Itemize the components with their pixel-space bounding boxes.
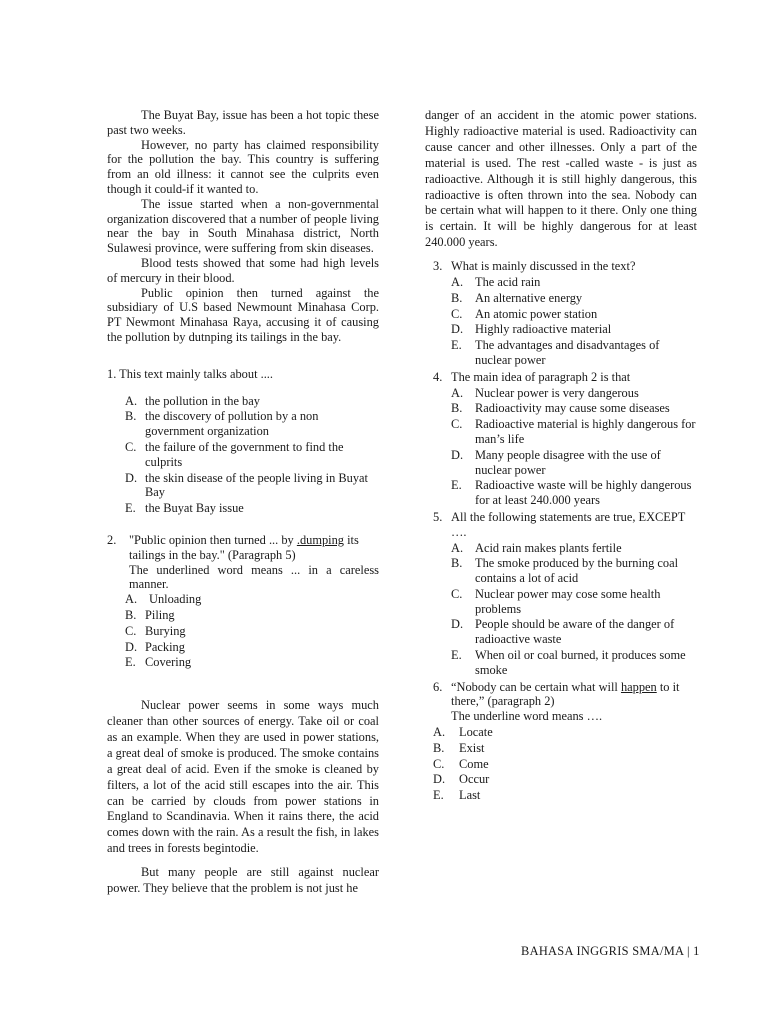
option-d[interactable]: D. Highly radioactive material: [451, 322, 612, 337]
passage-continuation: danger of an accident in the atomic power stations. Highly radioactive material is used. Radioactivity can cause cancer and other illnesses. Only a part of the material is used. The rest -called waste - is just as radioactive. Although it is still highly dangerous, this radioactive is often thrown into the sea. Nobody can be certain what will happen to it there. Only one thing is certain. It will be highly dangerous for at least 240.000 years.: [425, 108, 697, 250]
question-2: [107, 533, 379, 670]
option-c[interactable]: C. Radioactive material is highly dangerous for man’s life: [451, 417, 696, 446]
option-e[interactable]: E. the Buyat Bay issue: [125, 501, 244, 516]
option-d[interactable]: D. Occur: [433, 772, 490, 787]
question-3: [425, 259, 697, 368]
option-d[interactable]: D. Packing: [125, 639, 185, 654]
question-6: [425, 680, 697, 803]
passage-paragraph: The Buyat Bay, issue has been a hot topic these past two weeks.: [107, 108, 379, 137]
passage-paragraph: Nuclear power seems in some ways much cleaner than other sources of energy. Take oil or coal as an example. When they are used in power stations, a great deal of smoke is produced. The smoke contains a great deal of acid. Even if the smoke is cleaned by filters, a lot of the acid still escapes into the air. This can be carried by clouds from power stations in England to Scandinavia. When it rains there, the acid comes down with the rain. As a result the fish, in lakes and trees in forests begintodie.: [107, 698, 379, 856]
option-list: [425, 386, 697, 508]
question-prompt: The underline word means ….: [451, 709, 603, 724]
option-a[interactable]: A. Locate: [433, 725, 493, 740]
option-b[interactable]: B. Radioactivity may cause some diseases: [451, 401, 670, 416]
option-b[interactable]: B. the discovery of pollution by a non government organization: [125, 409, 319, 439]
option-c[interactable]: C. the failure of the government to find the culprits: [125, 439, 344, 469]
question-stem: 5. All the following statements are true, EXCEPT ….: [433, 509, 686, 539]
option-b[interactable]: B. Piling: [125, 607, 175, 622]
question-stem: 4. The main idea of paragraph 2 is that: [433, 369, 631, 384]
option-e[interactable]: E. The advantages and disadvantages of nuclear power: [451, 338, 660, 367]
passage-paragraph: But many people are still against nuclear power. They believe that the problem is not just he: [107, 865, 379, 896]
passage-paragraph: Blood tests showed that some had high levels of mercury in their blood.: [107, 255, 379, 285]
passage-paragraph: The issue started when a non-governmental organization discovered that a number of people living near the bay in South Minahasa district, North Sulawesi province, were suffering from skin diseases.: [107, 196, 379, 256]
option-a[interactable]: A. Acid rain makes plants fertile: [451, 540, 622, 555]
option-e[interactable]: E. Last: [433, 788, 481, 803]
option-c[interactable]: C. An atomic power station: [451, 306, 598, 321]
question-stem: 6. “Nobody can be certain what will happen to it there,” (paragraph 2): [433, 679, 680, 709]
page-footer: BAHASA INGGRIS SMA/MA | 1: [521, 944, 700, 958]
right-column: [425, 108, 697, 804]
option-list: [425, 725, 697, 803]
option-d[interactable]: D. Many people disagree with the use of nuclear power: [451, 447, 661, 477]
option-a[interactable]: A. Nuclear power is very dangerous: [451, 385, 639, 400]
option-list: [425, 275, 697, 368]
question-5: [425, 510, 697, 678]
option-c[interactable]: C. Come: [433, 756, 489, 771]
question-stem: 2. "Public opinion then turned ... by .dumping its tailings in the bay." (Paragraph 5): [107, 532, 359, 562]
option-b[interactable]: B. Exist: [433, 740, 485, 755]
question-1: [107, 367, 379, 516]
underlined-word: happen: [620, 679, 657, 694]
option-list: [425, 541, 697, 678]
question-4: [425, 370, 697, 508]
question-prompt: The underlined word means ... in a careless manner.: [129, 562, 379, 592]
question-stem: 3. What is mainly discussed in the text?: [433, 259, 636, 274]
option-list: [107, 592, 379, 670]
option-d[interactable]: D. the skin disease of the people living in Buyat Bay: [125, 470, 368, 500]
question-stem: 1. This text mainly talks about ....: [107, 366, 273, 381]
option-a[interactable]: A. Unloading: [125, 592, 202, 607]
option-a[interactable]: A. The acid rain: [451, 274, 541, 289]
underlined-word: .dumping: [296, 532, 344, 547]
option-e[interactable]: E. Covering: [125, 655, 192, 670]
option-b[interactable]: B. The smoke produced by the burning coal contains a lot of acid: [451, 556, 679, 586]
option-e[interactable]: E. When oil or coal burned, it produces some smoke: [451, 648, 686, 677]
passage-paragraph: However, no party has claimed responsibility for the pollution the bay. This country is suffering from an old illness: it cannot see the culprits even though it could-if it wanted to.: [107, 137, 379, 196]
option-d[interactable]: D. People should be aware of the danger of radioactive waste: [451, 617, 675, 647]
option-c[interactable]: C. Nuclear power may cose some health problems: [451, 586, 661, 616]
option-a[interactable]: A. the pollution in the bay: [125, 393, 260, 408]
option-e[interactable]: E. Radioactive waste will be highly dangerous for at least 240.000 years: [451, 478, 692, 508]
option-list: [107, 394, 379, 516]
option-c[interactable]: C. Burying: [125, 623, 186, 638]
left-column: [107, 108, 379, 897]
option-b[interactable]: B. An alternative energy: [451, 290, 583, 305]
passage-paragraph: Public opinion then turned against the subsidiary of U.S based Newmount Minahasa Corp. PT Newmont Minahasa Raya, accusing it of causing the pollution by dutnping its tailings in the bay.: [107, 285, 379, 344]
